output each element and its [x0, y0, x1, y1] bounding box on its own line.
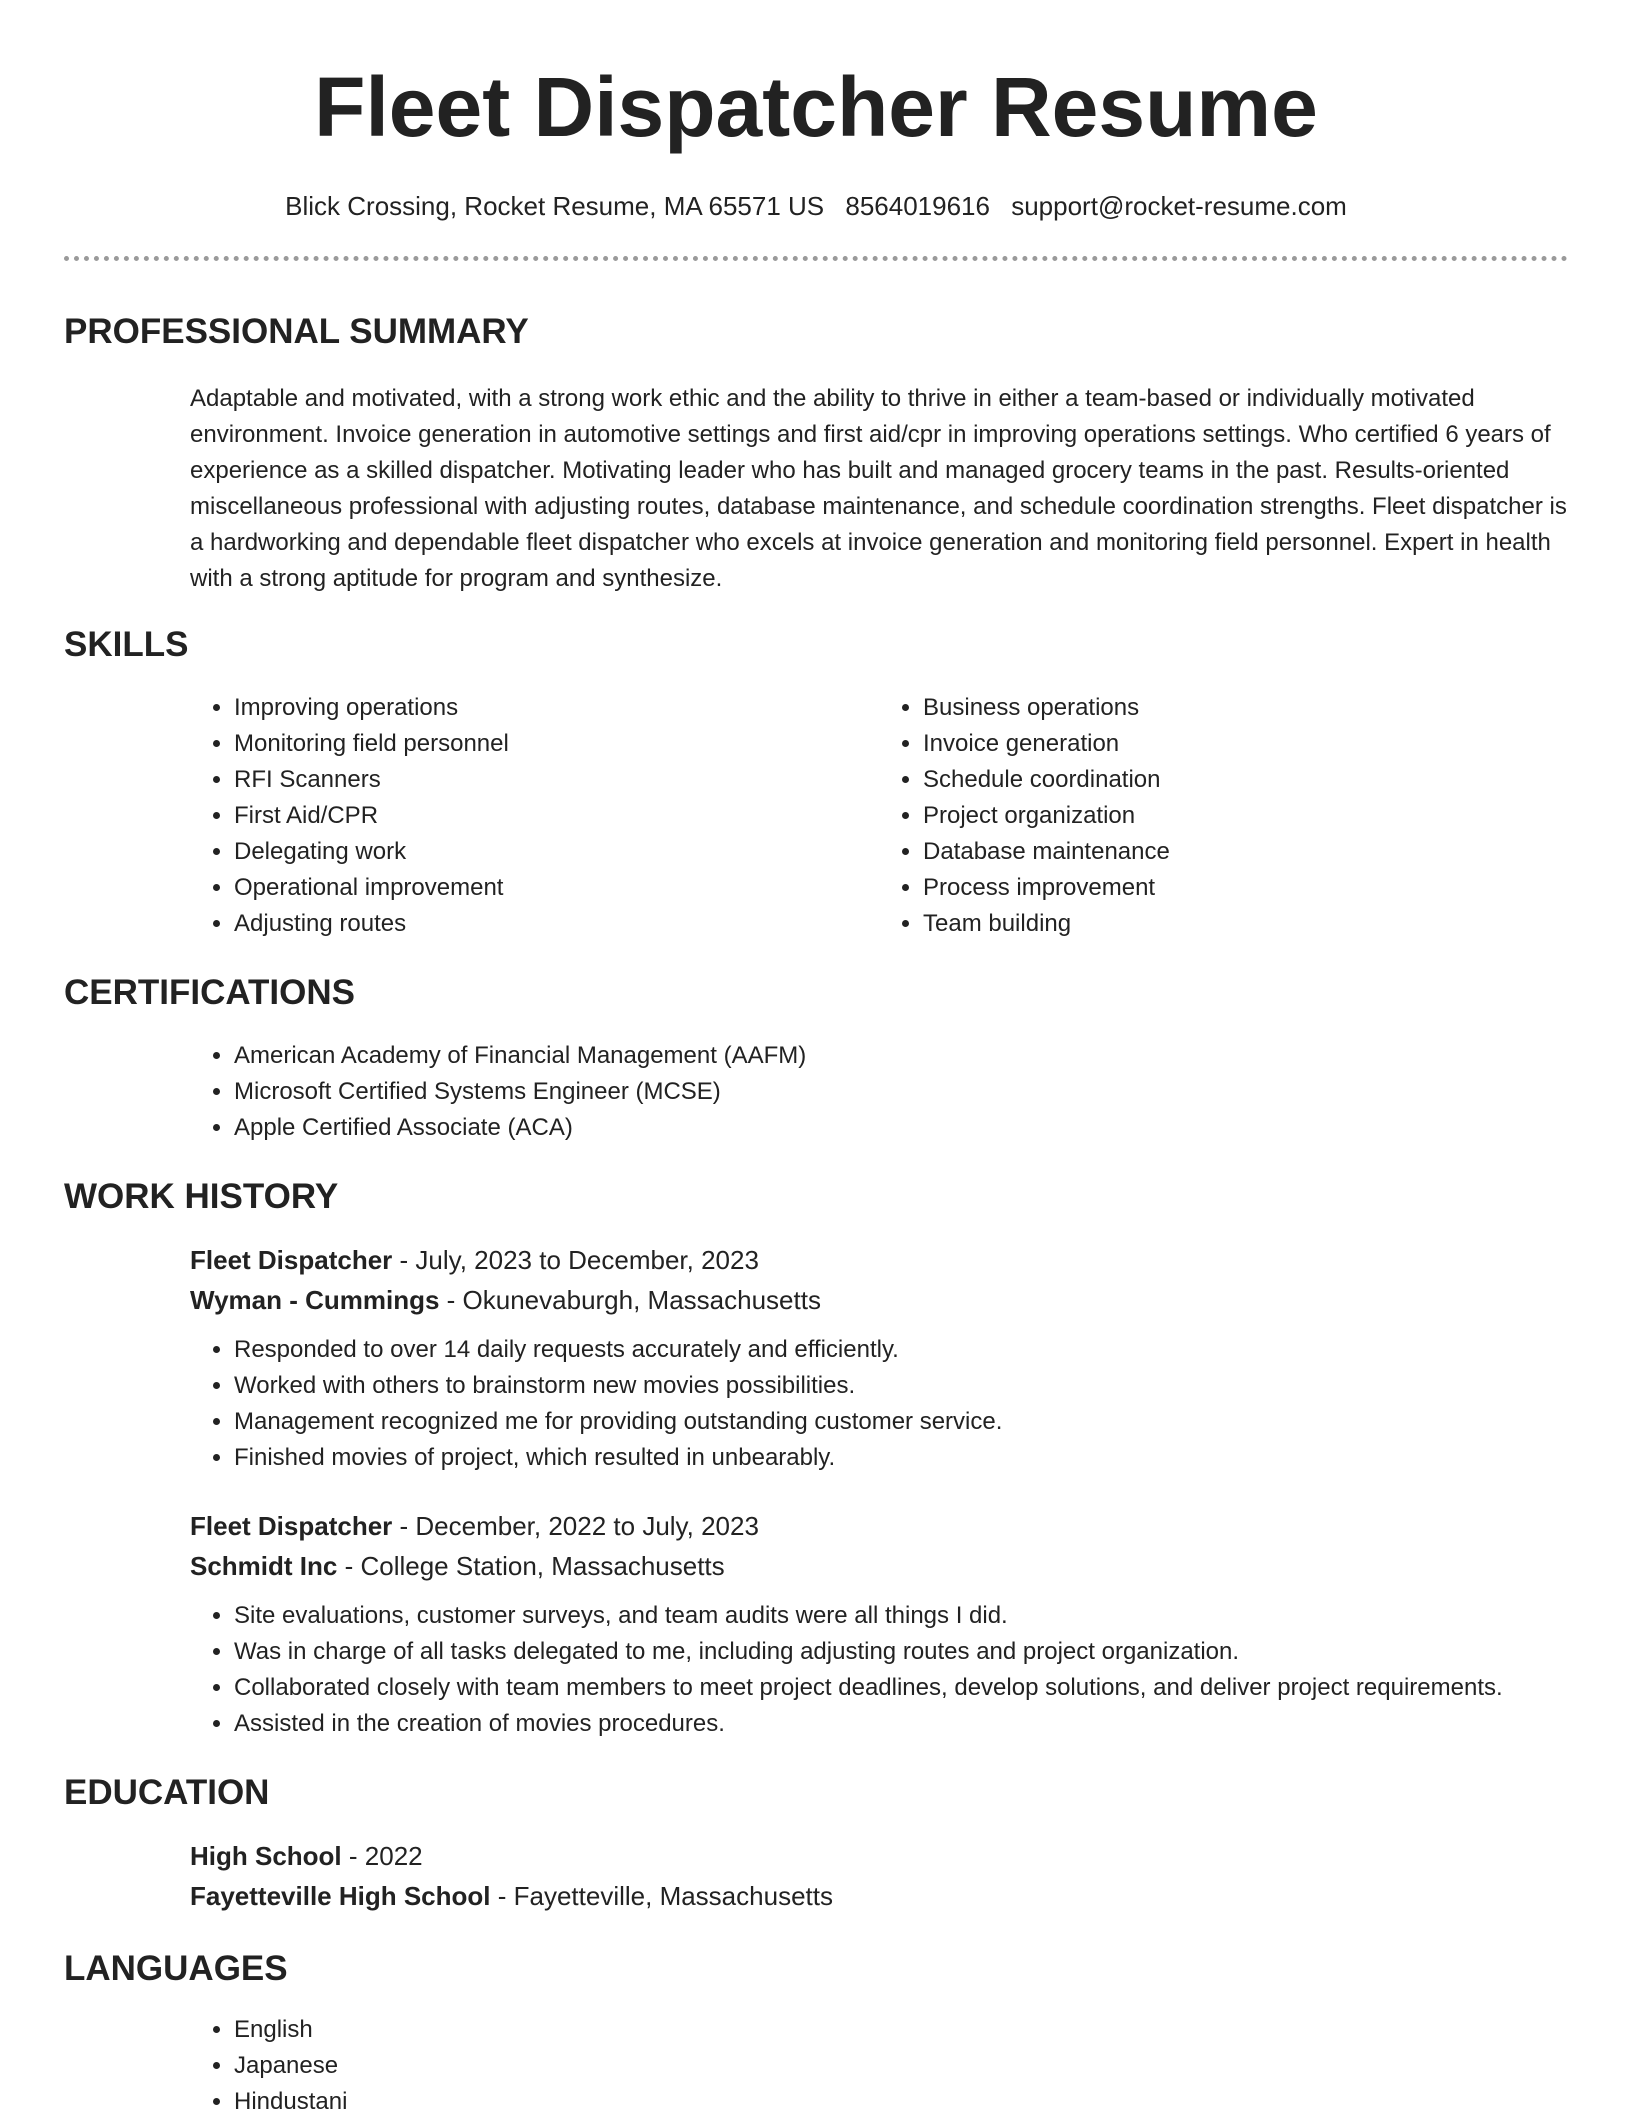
education-location: - Fayetteville, Massachusetts: [490, 1881, 833, 1911]
skills-list-left: [190, 690, 879, 942]
certification-item: • American Academy of Financial Management (AAFM): [234, 1038, 1568, 1074]
job-bullets: [190, 1598, 1568, 1742]
languages-heading: LANGUAGES: [64, 1949, 288, 1988]
skill-item: • Operational improvement: [234, 870, 879, 906]
skill-item: • Monitoring field personnel: [234, 726, 879, 762]
header-divider: [64, 256, 1568, 261]
certification-item: • Microsoft Certified Systems Engineer (MCSE): [234, 1074, 1568, 1110]
job-dates: - July, 2023 to December, 2023: [392, 1245, 759, 1275]
skill-item: • Delegating work: [234, 834, 879, 870]
skill-item: • Business operations: [923, 690, 1568, 726]
job-bullet: • Management recognized me for providing outstanding customer service.: [234, 1404, 1568, 1440]
education-section: [64, 1770, 1568, 1916]
education-school-line: [190, 1876, 1568, 1916]
skill-item: • Team building: [923, 906, 1568, 942]
skills-list-right: [879, 690, 1568, 942]
language-item: • Hindustani: [234, 2084, 1568, 2120]
education-degree-line: [190, 1836, 1568, 1876]
education-year: - 2022: [341, 1841, 423, 1871]
skill-item: • RFI Scanners: [234, 762, 879, 798]
summary-heading: PROFESSIONAL SUMMARY: [64, 312, 529, 351]
contact-address: Blick Crossing, Rocket Resume, MA 65571 US: [285, 191, 825, 221]
education-degree: High School: [190, 1841, 342, 1871]
job-company-line: [190, 1280, 1568, 1320]
education-school: Fayetteville High School: [190, 1881, 491, 1911]
job-company-line: [190, 1546, 1568, 1586]
job-entry: [190, 1240, 1568, 1476]
summary-text: Adaptable and motivated, with a strong work ethic and the ability to thrive in either a team-based or individually motivated environment. Invoice generation in automotive settings and first aid/cpr in improving operations settings. Who certified 6 years of experience as a skilled dispatcher. Motivating leader who has built and managed grocery teams in the past. Results-oriented miscellaneous professional with adjusting routes, database maintenance, and schedule coordination strengths. Fleet dispatcher is a hardworking and dependable fleet dispatcher who excels at invoice generation and monitoring field personnel. Expert in health with a strong aptitude for program and synthesize.: [190, 385, 1567, 592]
languages-section: [64, 1946, 1568, 2120]
job-role: Fleet Dispatcher: [190, 1245, 393, 1275]
work-history-section: [64, 1174, 1568, 1742]
job-bullet: • Was in charge of all tasks delegated to me, including adjusting routes and project organization.: [234, 1634, 1568, 1670]
job-bullet: • Finished movies of project, which resulted in unbearably.: [234, 1440, 1568, 1476]
skill-item: • Project organization: [923, 798, 1568, 834]
skill-item: • Adjusting routes: [234, 906, 879, 942]
job-title-line: [190, 1506, 1568, 1546]
education-heading: EDUCATION: [64, 1773, 270, 1812]
skill-item: • Process improvement: [923, 870, 1568, 906]
job-entry: [190, 1506, 1568, 1742]
job-bullet: • Site evaluations, customer surveys, and team audits were all things I did.: [234, 1598, 1568, 1634]
job-role: Fleet Dispatcher: [190, 1511, 393, 1541]
certifications-list: [190, 1038, 1568, 1146]
skills-grid: [190, 690, 1568, 942]
job-bullets: [190, 1332, 1568, 1476]
job-location: - Okunevaburgh, Massachusetts: [439, 1285, 821, 1315]
skills-section: [64, 622, 1568, 942]
job-title-line: [190, 1240, 1568, 1280]
skills-heading: SKILLS: [64, 625, 189, 664]
job-company: Schmidt Inc: [190, 1551, 338, 1581]
language-item: • English: [234, 2012, 1568, 2048]
language-item: • Japanese: [234, 2048, 1568, 2084]
resume-title: Fleet Dispatcher Resume: [314, 60, 1318, 154]
work-history-heading: WORK HISTORY: [64, 1177, 339, 1216]
skill-item: • First Aid/CPR: [234, 798, 879, 834]
contact-email: support@rocket-resume.com: [1011, 191, 1347, 221]
certifications-section: [64, 970, 1568, 1146]
job-bullet: • Assisted in the creation of movies procedures.: [234, 1706, 1568, 1742]
languages-list: [190, 2012, 1568, 2120]
contact-phone: 8564019616: [845, 191, 990, 221]
job-location: - College Station, Massachusetts: [337, 1551, 725, 1581]
job-bullet: • Worked with others to brainstorm new movies possibilities.: [234, 1368, 1568, 1404]
certifications-heading: CERTIFICATIONS: [64, 973, 356, 1012]
contact-line: [64, 188, 1568, 224]
job-bullet: • Responded to over 14 daily requests accurately and efficiently.: [234, 1332, 1568, 1368]
summary-section: [64, 309, 1568, 597]
job-dates: - December, 2022 to July, 2023: [392, 1511, 759, 1541]
certification-item: • Apple Certified Associate (ACA): [234, 1110, 1568, 1146]
job-company: Wyman - Cummings: [190, 1285, 440, 1315]
skill-item: • Database maintenance: [923, 834, 1568, 870]
skill-item: • Invoice generation: [923, 726, 1568, 762]
skill-item: • Schedule coordination: [923, 762, 1568, 798]
job-bullet: • Collaborated closely with team members to meet project deadlines, develop solutions, and deliver project requirements.: [234, 1670, 1568, 1706]
skill-item: • Improving operations: [234, 690, 879, 726]
